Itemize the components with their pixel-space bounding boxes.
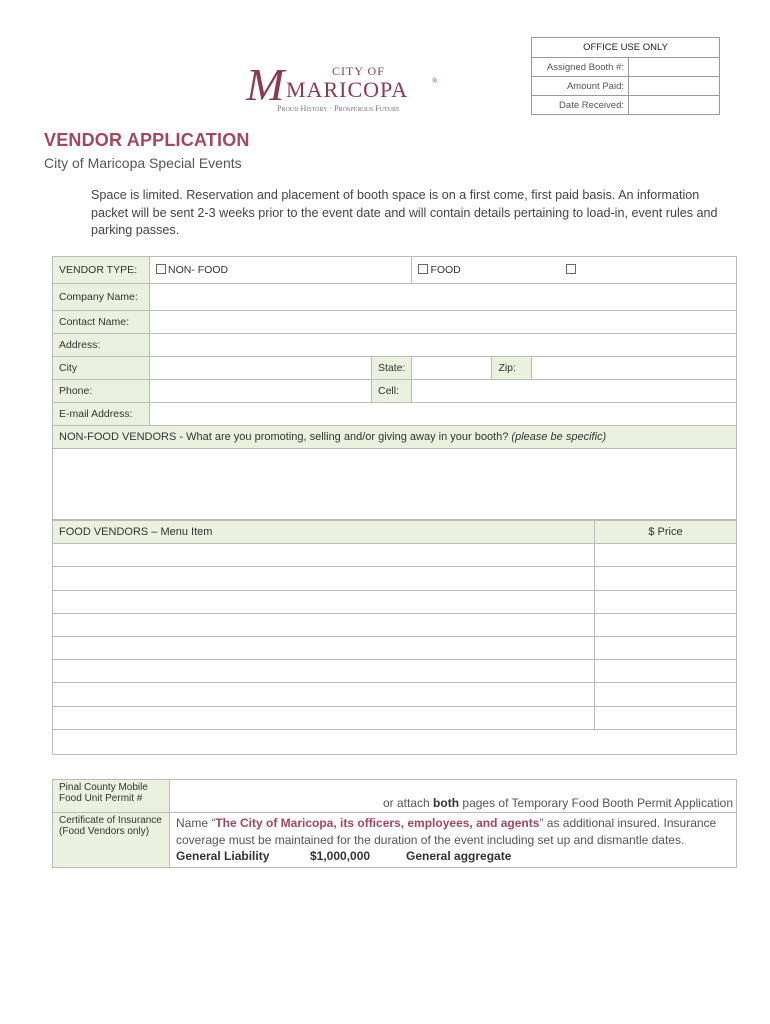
vendor-form — [52, 256, 737, 520]
contact-label: Contact Name: — [53, 311, 150, 334]
permit-insurance-table — [52, 779, 737, 868]
price-field[interactable] — [595, 544, 737, 567]
liability-label: General Liability — [176, 849, 270, 863]
insurance-name-bold: The City of Maricopa, its officers, employees, and agents — [215, 816, 540, 830]
liability-amount: $1,000,000 — [310, 849, 371, 863]
food-menu-table — [52, 520, 737, 755]
page-title: VENDOR APPLICATION — [44, 130, 250, 150]
liability-type: General aggregate — [406, 849, 512, 863]
price-field[interactable] — [595, 706, 737, 729]
attach-bold: both — [433, 796, 460, 810]
address-label: Address: — [53, 334, 150, 357]
company-label: Company Name: — [53, 284, 150, 311]
menu-item-field[interactable] — [53, 544, 595, 567]
price-header: $ Price — [595, 521, 737, 544]
price-field[interactable] — [595, 613, 737, 636]
address-field[interactable] — [150, 334, 737, 357]
menu-item-field[interactable] — [53, 683, 595, 706]
intro-text: Space is limited. Reservation and placement of booth space is on a first come, first paid basis. An information packet will be sent 2-3 weeks prior to the event date and will contain details pertaining to load-in, event rules and parking passes. — [91, 188, 718, 237]
logo-tagline: Proud History · Prosperous Future — [277, 104, 400, 113]
food-label: FOOD — [430, 264, 461, 276]
logo-registered: ® — [432, 77, 438, 85]
office-use-box — [531, 37, 720, 115]
insurance-label: Certificate of Insurance (Food Vendors only) — [53, 813, 170, 868]
menu-item-field[interactable] — [53, 636, 595, 659]
non-food-checkbox[interactable] — [156, 264, 166, 274]
food-checkbox[interactable] — [418, 264, 428, 274]
attach-pre: or attach — [383, 796, 430, 810]
price-field[interactable] — [595, 660, 737, 683]
phone-field[interactable] — [150, 380, 372, 403]
phone-label: Phone: — [53, 380, 150, 403]
attach-post: pages of Temporary Food Booth Permit Application — [462, 796, 733, 810]
non-food-header-text: NON-FOOD VENDORS - What are you promoting, selling and/or giving away in your booth? — [59, 431, 509, 443]
permit-label: Pinal County Mobile Food Unit Permit # — [53, 780, 170, 813]
city-field[interactable] — [150, 357, 372, 380]
non-food-description-field[interactable] — [53, 449, 737, 520]
logo-m: M — [246, 59, 285, 110]
state-label: State: — [372, 357, 412, 380]
zip-field[interactable] — [532, 357, 737, 380]
menu-item-field[interactable] — [53, 613, 595, 636]
amount-paid-field[interactable] — [629, 77, 720, 96]
email-label: E-mail Address: — [53, 403, 150, 426]
email-field[interactable] — [150, 403, 737, 426]
insurance-text — [170, 813, 737, 868]
amount-paid-label: Amount Paid: — [532, 77, 629, 96]
assigned-booth-label: Assigned Booth #: — [532, 58, 629, 77]
non-food-header — [53, 426, 737, 449]
logo-name: MARICOPA — [286, 77, 409, 102]
non-food-option[interactable] — [150, 257, 412, 284]
non-food-label: NON- FOOD — [168, 264, 229, 276]
city-label: City — [53, 357, 150, 380]
office-use-title: OFFICE USE ONLY — [532, 38, 720, 58]
date-received-label: Date Received: — [532, 96, 629, 115]
price-field[interactable] — [595, 590, 737, 613]
vendor-type-label: VENDOR TYPE: — [53, 257, 150, 284]
price-field[interactable] — [595, 636, 737, 659]
contact-field[interactable] — [150, 311, 737, 334]
date-received-field[interactable] — [629, 96, 720, 115]
non-food-header-note: (please be specific) — [511, 431, 607, 443]
price-field[interactable] — [595, 683, 737, 706]
menu-item-field[interactable] — [53, 660, 595, 683]
menu-item-field[interactable] — [53, 706, 595, 729]
zip-label: Zip: — [492, 357, 532, 380]
permit-field[interactable] — [170, 780, 737, 813]
cell-label: Cell: — [372, 380, 412, 403]
insurance-name-post: ” as additional insured. Insurance coverage must be maintained for the duration of the event including set up and dismantle dates. — [176, 816, 717, 847]
insurance-name-pre: Name “ — [176, 816, 216, 830]
other-option[interactable] — [532, 257, 737, 284]
city-logo — [246, 59, 446, 118]
company-field[interactable] — [150, 284, 737, 311]
page-subtitle: City of Maricopa Special Events — [44, 155, 242, 171]
menu-item-header: FOOD VENDORS – Menu Item — [53, 521, 595, 544]
food-option[interactable] — [412, 257, 532, 284]
state-field[interactable] — [412, 357, 492, 380]
price-field[interactable] — [595, 567, 737, 590]
logo-city-of: CITY OF — [332, 64, 385, 78]
assigned-booth-field[interactable] — [629, 58, 720, 77]
menu-item-field[interactable] — [53, 590, 595, 613]
menu-spacer-row — [53, 729, 737, 754]
cell-field[interactable] — [412, 380, 737, 403]
menu-item-field[interactable] — [53, 567, 595, 590]
other-checkbox[interactable] — [566, 264, 576, 274]
